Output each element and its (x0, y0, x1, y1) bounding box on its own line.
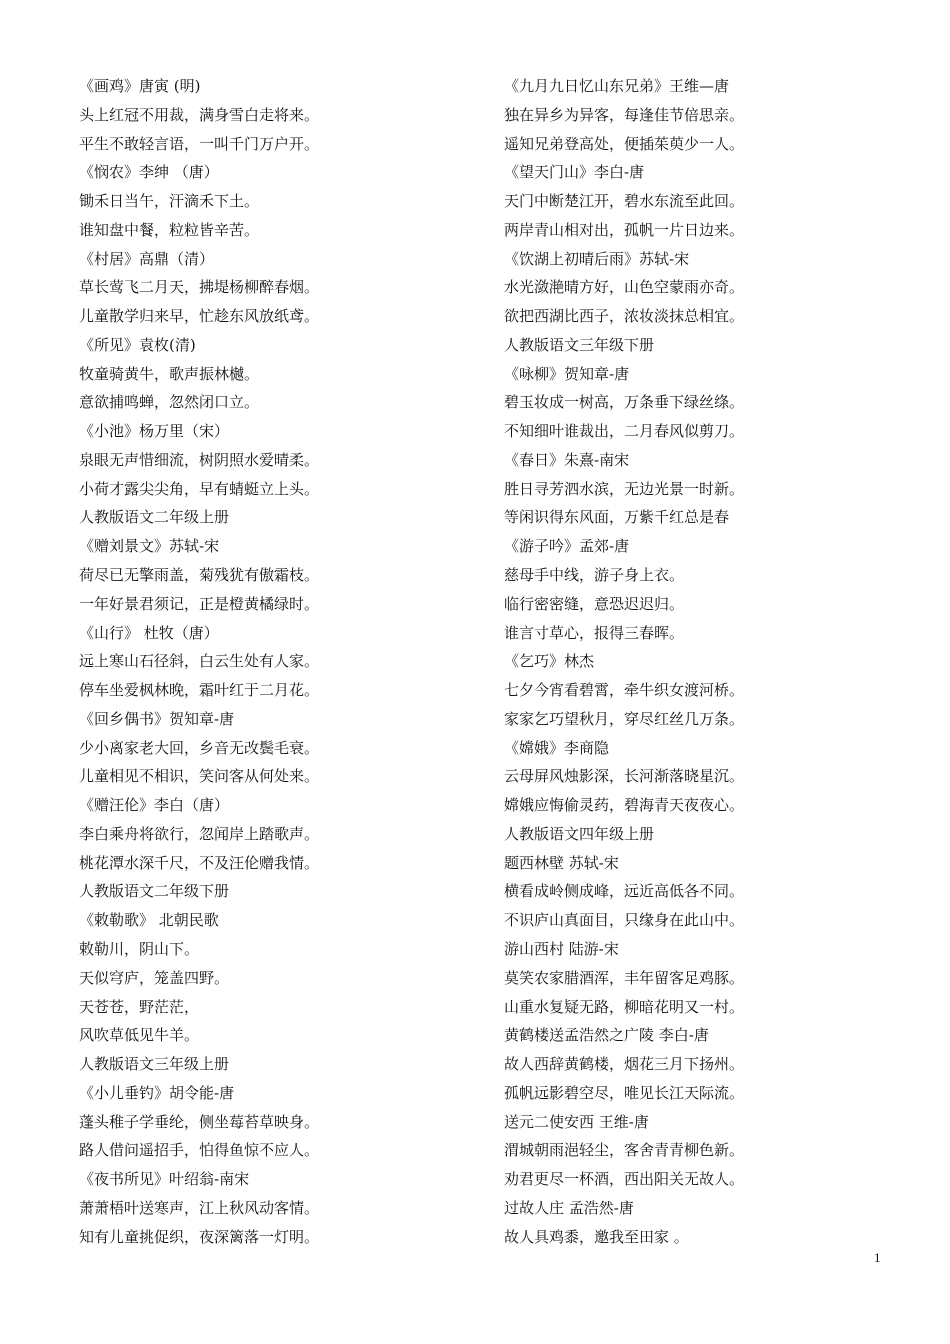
text-line: 人教版语文二年级下册 (79, 882, 230, 901)
text-line: 天门中断楚江开，碧水东流至此回。 (504, 192, 745, 211)
text-line: 遥知兄弟登高处，便插茱萸少一人。 (504, 134, 745, 153)
text-line: 送元二使安西 王维-唐 (504, 1112, 649, 1131)
text-line: 《悯农》李绅 （唐） (79, 163, 219, 182)
text-line: 独在异乡为异客，每逢佳节倍思亲。 (504, 105, 745, 124)
text-line: 《夜书所见》叶绍翁-南宋 (79, 1170, 250, 1189)
text-line: 水光潋滟晴方好，山色空蒙雨亦奇。 (504, 278, 745, 297)
text-line: 人教版语文四年级上册 (504, 824, 655, 843)
text-line: 桃花潭水深千尺，不及汪伦赠我情。 (79, 853, 320, 872)
text-line: 《小池》杨万里（宋） (79, 422, 230, 441)
text-line: 渭城朝雨浥轻尘，客舍青青柳色新。 (504, 1141, 745, 1160)
text-line: 泉眼无声惜细流，树阴照水爱晴柔。 (79, 450, 320, 469)
text-line: 荷尽已无擎雨盖，菊残犹有傲霜枝。 (79, 566, 320, 585)
text-line: 等闲识得东风面，万紫千红总是春 (504, 508, 730, 527)
text-line: 草长莺飞二月天，拂堤杨柳醉春烟。 (79, 278, 320, 297)
text-line: 李白乘舟将欲行，忽闻岸上踏歌声。 (79, 824, 320, 843)
text-line: 嫦娥应悔偷灵药，碧海青天夜夜心。 (504, 796, 745, 815)
text-line: 两岸青山相对出，孤帆一片日边来。 (504, 220, 745, 239)
page-number: 1 (874, 1250, 881, 1265)
text-line: 孤帆远影碧空尽，唯见长江天际流。 (504, 1083, 745, 1102)
text-line: 《画鸡》唐寅 (明) (79, 77, 201, 95)
text-line: 胜日寻芳泗水滨，无边光景一时新。 (504, 479, 745, 498)
text-line: 《九月九日忆山东兄弟》王维—唐 (504, 77, 730, 95)
text-line: 《敕勒歌》 北朝民歌 (79, 911, 219, 930)
text-line: 故人西辞黄鹤楼，烟花三月下扬州。 (504, 1055, 745, 1074)
text-line: 不知细叶谁裁出，二月春风似剪刀。 (504, 422, 745, 441)
text-line: 人教版语文二年级上册 (79, 508, 230, 527)
text-line: 《饮湖上初晴后雨》苏轼-宋 (504, 249, 690, 268)
text-line: 天似穹庐，笼盖四野。 (79, 968, 230, 987)
text-line: 人教版语文三年级下册 (504, 335, 655, 354)
text-line: 《乞巧》林杰 (504, 652, 595, 671)
text-line: 头上红冠不用裁，满身雪白走将来。 (79, 105, 320, 124)
text-line: 《小儿垂钓》胡令能-唐 (79, 1083, 235, 1102)
text-line: 风吹草低见牛羊。 (79, 1026, 200, 1045)
text-line: 临行密密缝，意恐迟迟归。 (504, 594, 685, 613)
text-line: 莫笑农家腊酒浑，丰年留客足鸡豚。 (504, 968, 745, 987)
text-line: 欲把西湖比西子，浓妆淡抹总相宜。 (504, 307, 745, 326)
text-line: 小荷才露尖尖角，早有蜻蜓立上头。 (79, 479, 320, 498)
text-line: 不识庐山真面目，只缘身在此山中。 (504, 911, 745, 930)
text-line: 萧萧梧叶送寒声，江上秋风动客情。 (79, 1198, 320, 1217)
text-line: 谁知盘中餐，粒粒皆辛苦。 (79, 220, 260, 239)
text-line: 意欲捕鸣蝉，忽然闭口立。 (79, 393, 260, 412)
poem-column-right (504, 72, 904, 1251)
text-line: 家家乞巧望秋月，穿尽红丝几万条。 (504, 709, 745, 728)
text-line: 天苍苍，野茫茫， (79, 997, 200, 1016)
text-line: 云母屏风烛影深，长河渐落晓星沉。 (504, 767, 745, 786)
text-line: 《回乡偶书》贺知章-唐 (79, 709, 235, 728)
text-line: 慈母手中线，游子身上衣。 (504, 566, 685, 585)
text-line: 《游子吟》孟郊-唐 (504, 537, 630, 556)
text-line: 《嫦娥》李商隐 (504, 738, 610, 757)
text-line: 《春日》朱熹-南宋 (504, 450, 630, 469)
text-line: 牧童骑黄牛，歌声振林樾。 (79, 364, 260, 383)
text-line: 儿童散学归来早，忙趁东风放纸鸢。 (79, 307, 320, 326)
poem-column-left (79, 72, 479, 1251)
text-line: 碧玉妆成一树高，万条垂下绿丝绦。 (504, 393, 745, 412)
text-line: 故人具鸡黍，邀我至田家 。 (504, 1227, 689, 1246)
text-line: 七夕今宵看碧霄，牵牛织女渡河桥。 (504, 681, 745, 700)
text-line: 题西林壁 苏轼-宋 (504, 853, 619, 872)
text-line: 谁言寸草心，报得三春晖。 (504, 623, 685, 642)
text-line: 停车坐爱枫林晚，霜叶红于二月花。 (79, 681, 320, 700)
text-line: 《赠刘景文》苏轼-宋 (79, 537, 220, 556)
text-line: 儿童相见不相识，笑问客从何处来。 (79, 767, 320, 786)
text-line: 锄禾日当午，汗滴禾下土。 (79, 192, 260, 211)
text-line: 一年好景君须记，正是橙黄橘绿时。 (79, 594, 320, 613)
text-line: 劝君更尽一杯酒，西出阳关无故人。 (504, 1170, 745, 1189)
text-line: 黄鹤楼送孟浩然之广陵 李白-唐 (504, 1026, 709, 1045)
text-line: 敕勒川，阴山下。 (79, 939, 200, 958)
text-line: 横看成岭侧成峰，远近高低各不同。 (504, 882, 745, 901)
text-line: 人教版语文三年级上册 (79, 1055, 230, 1074)
text-line: 蓬头稚子学垂纶，侧坐莓苔草映身。 (79, 1112, 320, 1131)
text-line: 知有儿童挑促织，夜深篱落一灯明。 (79, 1227, 320, 1246)
text-line: 《赠汪伦》李白（唐） (79, 796, 230, 815)
text-line: 平生不敢轻言语，一叫千门万户开。 (79, 134, 320, 153)
text-line: 远上寒山石径斜，白云生处有人家。 (79, 652, 320, 671)
text-line: 游山西村 陆游-宋 (504, 939, 619, 958)
text-line: 过故人庄 孟浩然-唐 (504, 1198, 634, 1217)
text-line: 少小离家老大回，乡音无改鬓毛衰。 (79, 738, 320, 757)
text-line: 《所见》袁枚(清) (79, 335, 196, 354)
text-line: 《望天门山》李白-唐 (504, 163, 645, 182)
text-line: 路人借问遥招手，怕得鱼惊不应人。 (79, 1141, 320, 1160)
text-line: 山重水复疑无路，柳暗花明又一村。 (504, 997, 745, 1016)
text-line: 《山行》 杜牧（唐） (79, 623, 219, 642)
text-line: 《村居》高鼎（清） (79, 249, 215, 268)
text-line: 《咏柳》贺知章-唐 (504, 364, 630, 383)
